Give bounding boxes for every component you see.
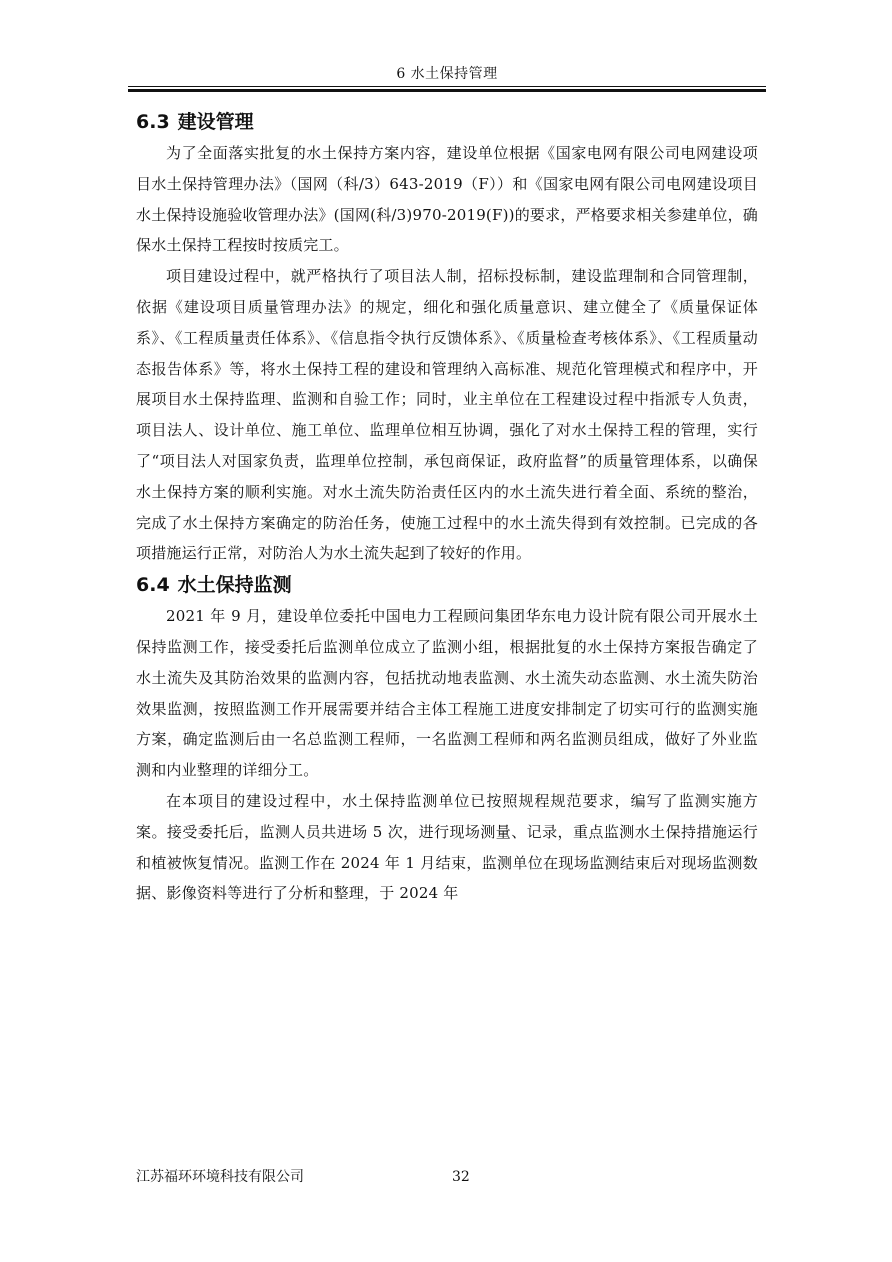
- section-heading: [136, 106, 758, 138]
- header-rule-thin: [128, 86, 766, 87]
- section-title: 建设管理: [177, 111, 254, 133]
- page-content: [136, 106, 758, 909]
- body-paragraph: 为了全面落实批复的水土保持方案内容，建设单位根据《国家电网有限公司电网建设项目水土保持管理办法》（国网（科/3）643-2019（F））和《国家电网有限公司电网建设项目水土保持设施验收管理办法》(国网(科/3)970-2019(F))的要求，严格要求相关参建单位，确保水土保持工程按时按质完工。: [136, 144, 758, 255]
- body-paragraph: 项目建设过程中，就严格执行了项目法人制，招标投标制，建设监理制和合同管理制，依据《建设项目质量管理办法》的规定，细化和强化质量意识、建立健全了《质量保证体系》、《工程质量责任体系》、《信息指令执行反馈体系》、《质量检查考核体系》、《工程质量动态报告体系》等，将水土保持工程的建设和管理纳入高标准、规范化管理模式和程序中，开展项目水土保持监理、监测和自验工作；同时，业主单位在工程建设过程中指派专人负责，项目法人、设计单位、施工单位、监理单位相互协调，强化了对水土保持工程的管理，实行了“项目法人对国家负责，监理单位控制，承包商保证，政府监督”的质量管理体系，以确保水土保持方案的顺利实施。对水土流失防治责任区内的水土流失进行着全面、系统的整治，完成了水土保持方案确定的防治任务，使施工过程中的水土流失得到有效控制。已完成的各项措施运行正常，对防治人为水土流失起到了较好的作用。: [136, 267, 758, 563]
- page-number: 32: [452, 1169, 470, 1185]
- section-heading: [136, 569, 758, 601]
- section-number: 6.4: [136, 574, 170, 597]
- section-number: 6.3: [136, 111, 170, 133]
- footer-company-name: 江苏福环环境科技有限公司: [136, 1169, 304, 1185]
- header-rule-thick: [128, 89, 766, 92]
- section-construction-management: [136, 106, 758, 569]
- body-paragraph: 在本项目的建设过程中，水土保持监测单位已按照规程规范要求，编写了监测实施方案。接受委托后，监测人员共进场 5 次，进行现场测量、记录，重点监测水土保持措施运行和植被恢复情况。监测工作在 2024 年 1 月结束，监测单位在现场监测结束后对现场监测数据、影像资料等进行了分析和整理，于 2024 年: [136, 791, 758, 903]
- section-soil-water-monitoring: [136, 569, 758, 909]
- body-paragraph: 2021 年 9 月，建设单位委托中国电力工程顾问集团华东电力设计院有限公司开展水土保持监测工作，接受委托后监测单位成立了监测小组，根据批复的水土保持方案报告确定了水土流失及其防治效果的监测内容，包括扰动地表监测、水土流失动态监测、水土流失防治效果监测，按照监测工作开展需要并结合主体工程施工进度安排制定了切实可行的监测实施方案，确定监测后由一名总监测工程师，一名监测工程师和两名监测员组成，做好了外业监测和内业整理的详细分工。: [136, 607, 758, 780]
- running-header: 6 水土保持管理: [396, 66, 498, 82]
- section-title: 水土保持监测: [177, 574, 292, 597]
